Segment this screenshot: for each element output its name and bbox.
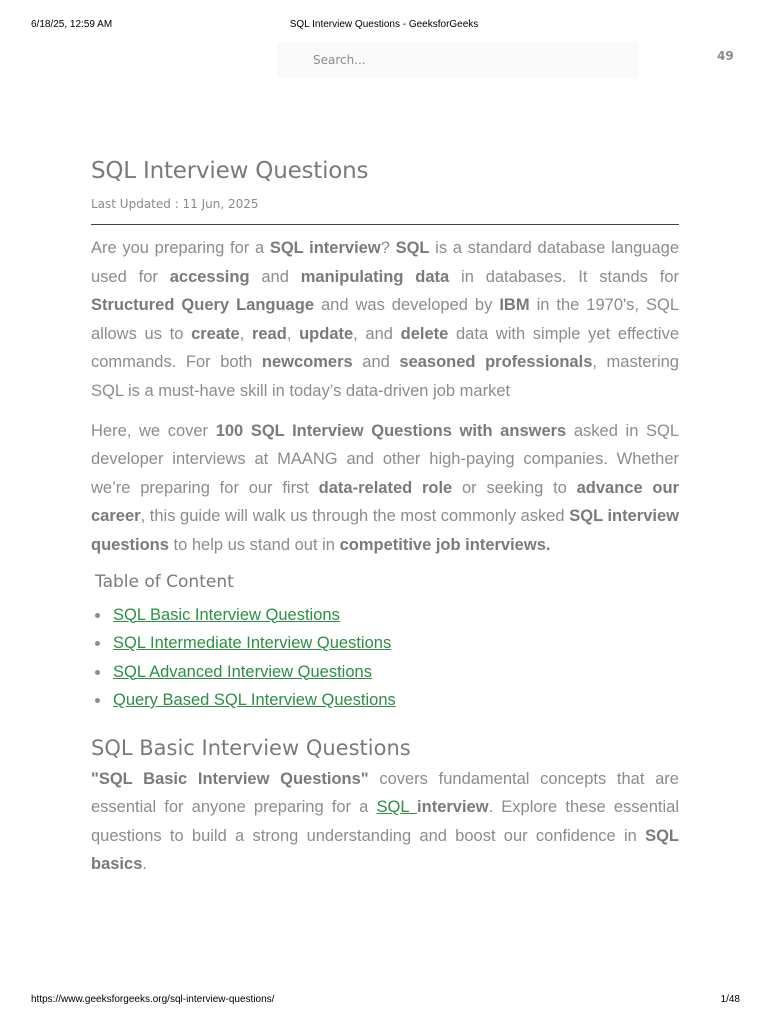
- bullet-icon: [95, 698, 100, 703]
- bullet-icon: [95, 641, 100, 646]
- print-header: [0, 19, 768, 33]
- print-url: https://www.geeksforgeeks.org/sql-interview-questions/: [31, 994, 275, 1005]
- toc-link-query-based[interactable]: Query Based SQL Interview Questions: [113, 691, 396, 710]
- toc-link-intermediate[interactable]: SQL Intermediate Interview Questions: [113, 634, 392, 653]
- bullet-icon: [95, 670, 100, 675]
- toc-title: Table of Content: [95, 571, 234, 592]
- page-number: 1/48: [720, 994, 740, 1005]
- search-box[interactable]: [277, 42, 638, 78]
- count-badge: 49: [717, 49, 734, 63]
- article: [91, 156, 679, 890]
- title-divider: [91, 224, 679, 225]
- toc-link-basic[interactable]: SQL Basic Interview Questions: [113, 605, 340, 624]
- print-footer: [0, 994, 768, 1008]
- section-heading-basic: SQL Basic Interview Questions: [91, 735, 411, 760]
- print-date: 6/18/25, 12:59 AM: [31, 19, 113, 30]
- toc-item: [91, 658, 679, 687]
- toc-item: [91, 686, 679, 715]
- sql-link[interactable]: SQL: [376, 798, 418, 817]
- toc-link-advanced[interactable]: SQL Advanced Interview Questions: [113, 662, 372, 681]
- toc-item: [91, 629, 679, 658]
- last-updated: Last Updated : 11 Jun, 2025: [91, 197, 259, 211]
- cover-paragraph: Here, we cover 100 SQL Interview Questions with answers asked in SQL developer interviews at MAANG and other high-paying companies. Whether we’re preparing for our first data-related role or seeking to advance our career, this guide will walk us through the most commonly asked SQL interview questions to help us stand out in competitive job interviews.: [91, 421, 680, 554]
- basic-paragraph: "SQL Basic Interview Questions" covers fundamental concepts that are essential for anyone preparing for a SQL interview. Explore these essential questions to build a strong understanding and boost our confidence in SQL basics.: [91, 769, 679, 874]
- print-doc-title: SQL Interview Questions - GeeksforGeeks: [289, 19, 479, 30]
- page-title: SQL Interview Questions: [91, 158, 369, 184]
- search-input[interactable]: [277, 42, 633, 78]
- table-of-content: [91, 601, 679, 715]
- bullet-icon: [95, 613, 100, 618]
- toc-item: [91, 601, 679, 630]
- intro-paragraph: Are you preparing for a SQL interview? SQL is a standard database language used for accessing and manipulating data in databases. It stands for Structured Query Language and was developed by IBM in the 1970's, SQL allows us to create, read, update, and delete data with simple yet effective commands. For both newcomers and seasoned professionals, mastering SQL is a must-have skill in today’s data-driven job market: [91, 239, 679, 400]
